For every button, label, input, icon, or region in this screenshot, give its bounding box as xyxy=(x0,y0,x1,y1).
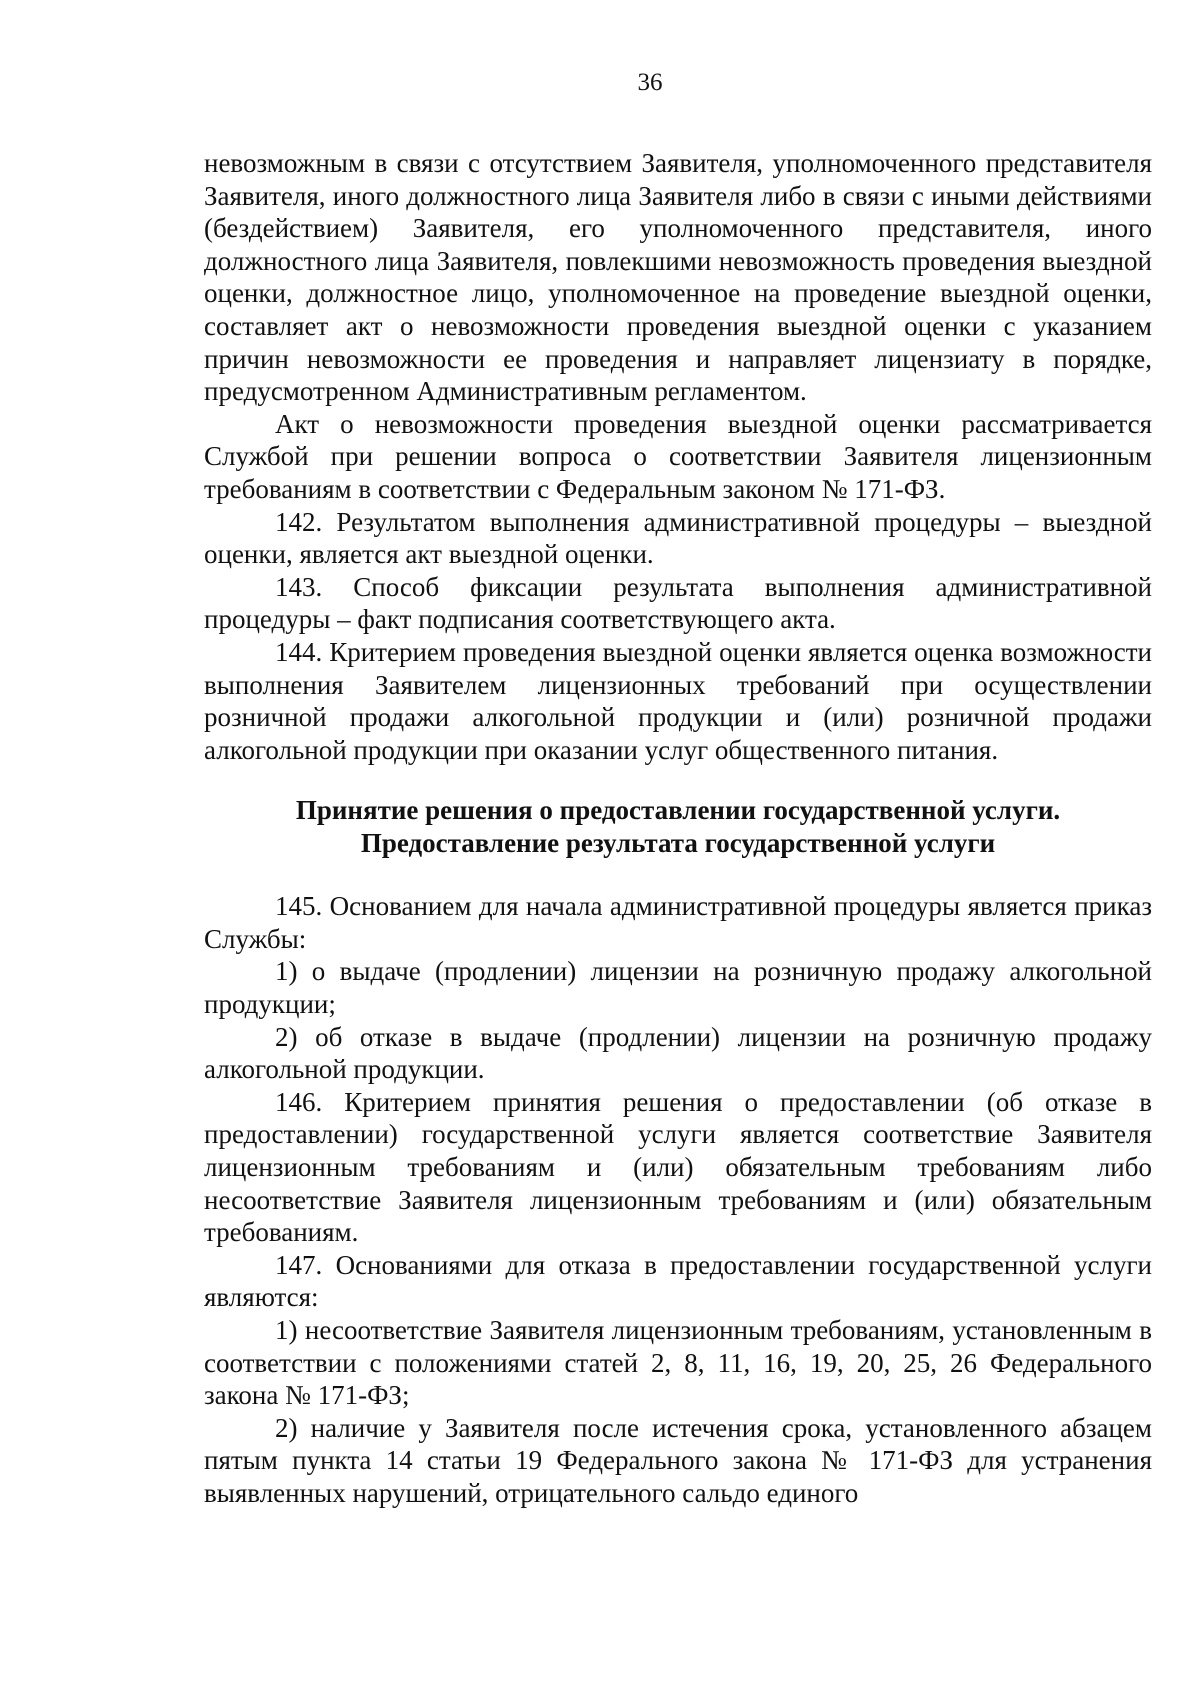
paragraph-144: 144. Критерием проведения выездной оценки является оценка возможности выполнения Заявителем лицензионных требований при осуществлении розничной продажи алкогольной продукции и (или) розничной продажи алкогольной продукции при оказании услуг общественного питания. xyxy=(204,636,1152,765)
paragraph-146: 146. Критерием принятия решения о предоставлении (об отказе в предоставлении) государственной услуги является соответствие Заявителя лицензионным требованиям и (или) обязательным требованиям либо несоответствие Заявителя лицензионным требованиям и (или) обязательным требованиям. xyxy=(204,1086,1152,1248)
paragraph-continuation: невозможным в связи с отсутствием Заявителя, уполномоченного представителя Заявителя, иного должностного лица Заявителя либо в связи с иными действиями (бездействием) Заявителя, его уполномоченного представителя, иного должностного лица Заявителя, повлекшими невозможность проведения выездной оценки, должностное лицо, уполномоченное на проведение выездной оценки, составляет акт о невозможности проведения выездной оценки с указанием причин невозможности ее проведения и направляет лицензиату в порядке, предусмотренном Административным регламентом. xyxy=(204,148,1152,407)
paragraph-145-item-2: 2) об отказе в выдаче (продлении) лицензии на розничную продажу алкогольной продукции. xyxy=(204,1021,1152,1085)
paragraph-147-item-2: 2) наличие у Заявителя после истечения срока, установленного абзацем пятым пункта 14 статьи 19 Федерального закона № 171-ФЗ для устранения выявленных нарушений, отрицательного сальдо единого xyxy=(204,1412,1152,1508)
paragraph-145: 145. Основанием для начала административной процедуры является приказ Службы: xyxy=(204,891,1152,954)
paragraph-147: 147. Основаниями для отказа в предоставлении государственной услуги являются: xyxy=(204,1249,1152,1313)
section-heading-line-1: Принятие решения о предоставлении государственной услуги. xyxy=(295,795,1061,826)
paragraph-143: 143. Способ фиксации результата выполнения административной процедуры – факт подписания соответствующего акта. xyxy=(204,571,1152,635)
paragraph-act-review: Акт о невозможности проведения выездной оценки рассматривается Службой при решении вопроса о соответствии Заявителя лицензионным требованиям в соответствии с Федеральным законом № 171-ФЗ. xyxy=(204,408,1152,504)
page-number: 36 xyxy=(637,69,663,96)
document-body xyxy=(204,147,1152,1510)
section-heading xyxy=(204,794,1152,860)
paragraph-147-item-1: 1) несоответствие Заявителя лицензионным требованиям, установленным в соответствии с положениями статей 2, 8, 11, 16, 19, 20, 25, 26 Федерального закона № 171-ФЗ; xyxy=(204,1315,1152,1411)
paragraph-142: 142. Результатом выполнения административной процедуры – выездной оценки, является акт выездной оценки. xyxy=(204,506,1152,570)
section-heading-line-2: Предоставление результата государственной услуги xyxy=(360,828,996,859)
paragraph-145-item-1: 1) о выдаче (продлении) лицензии на розничную продажу алкогольной продукции; xyxy=(204,956,1152,1020)
